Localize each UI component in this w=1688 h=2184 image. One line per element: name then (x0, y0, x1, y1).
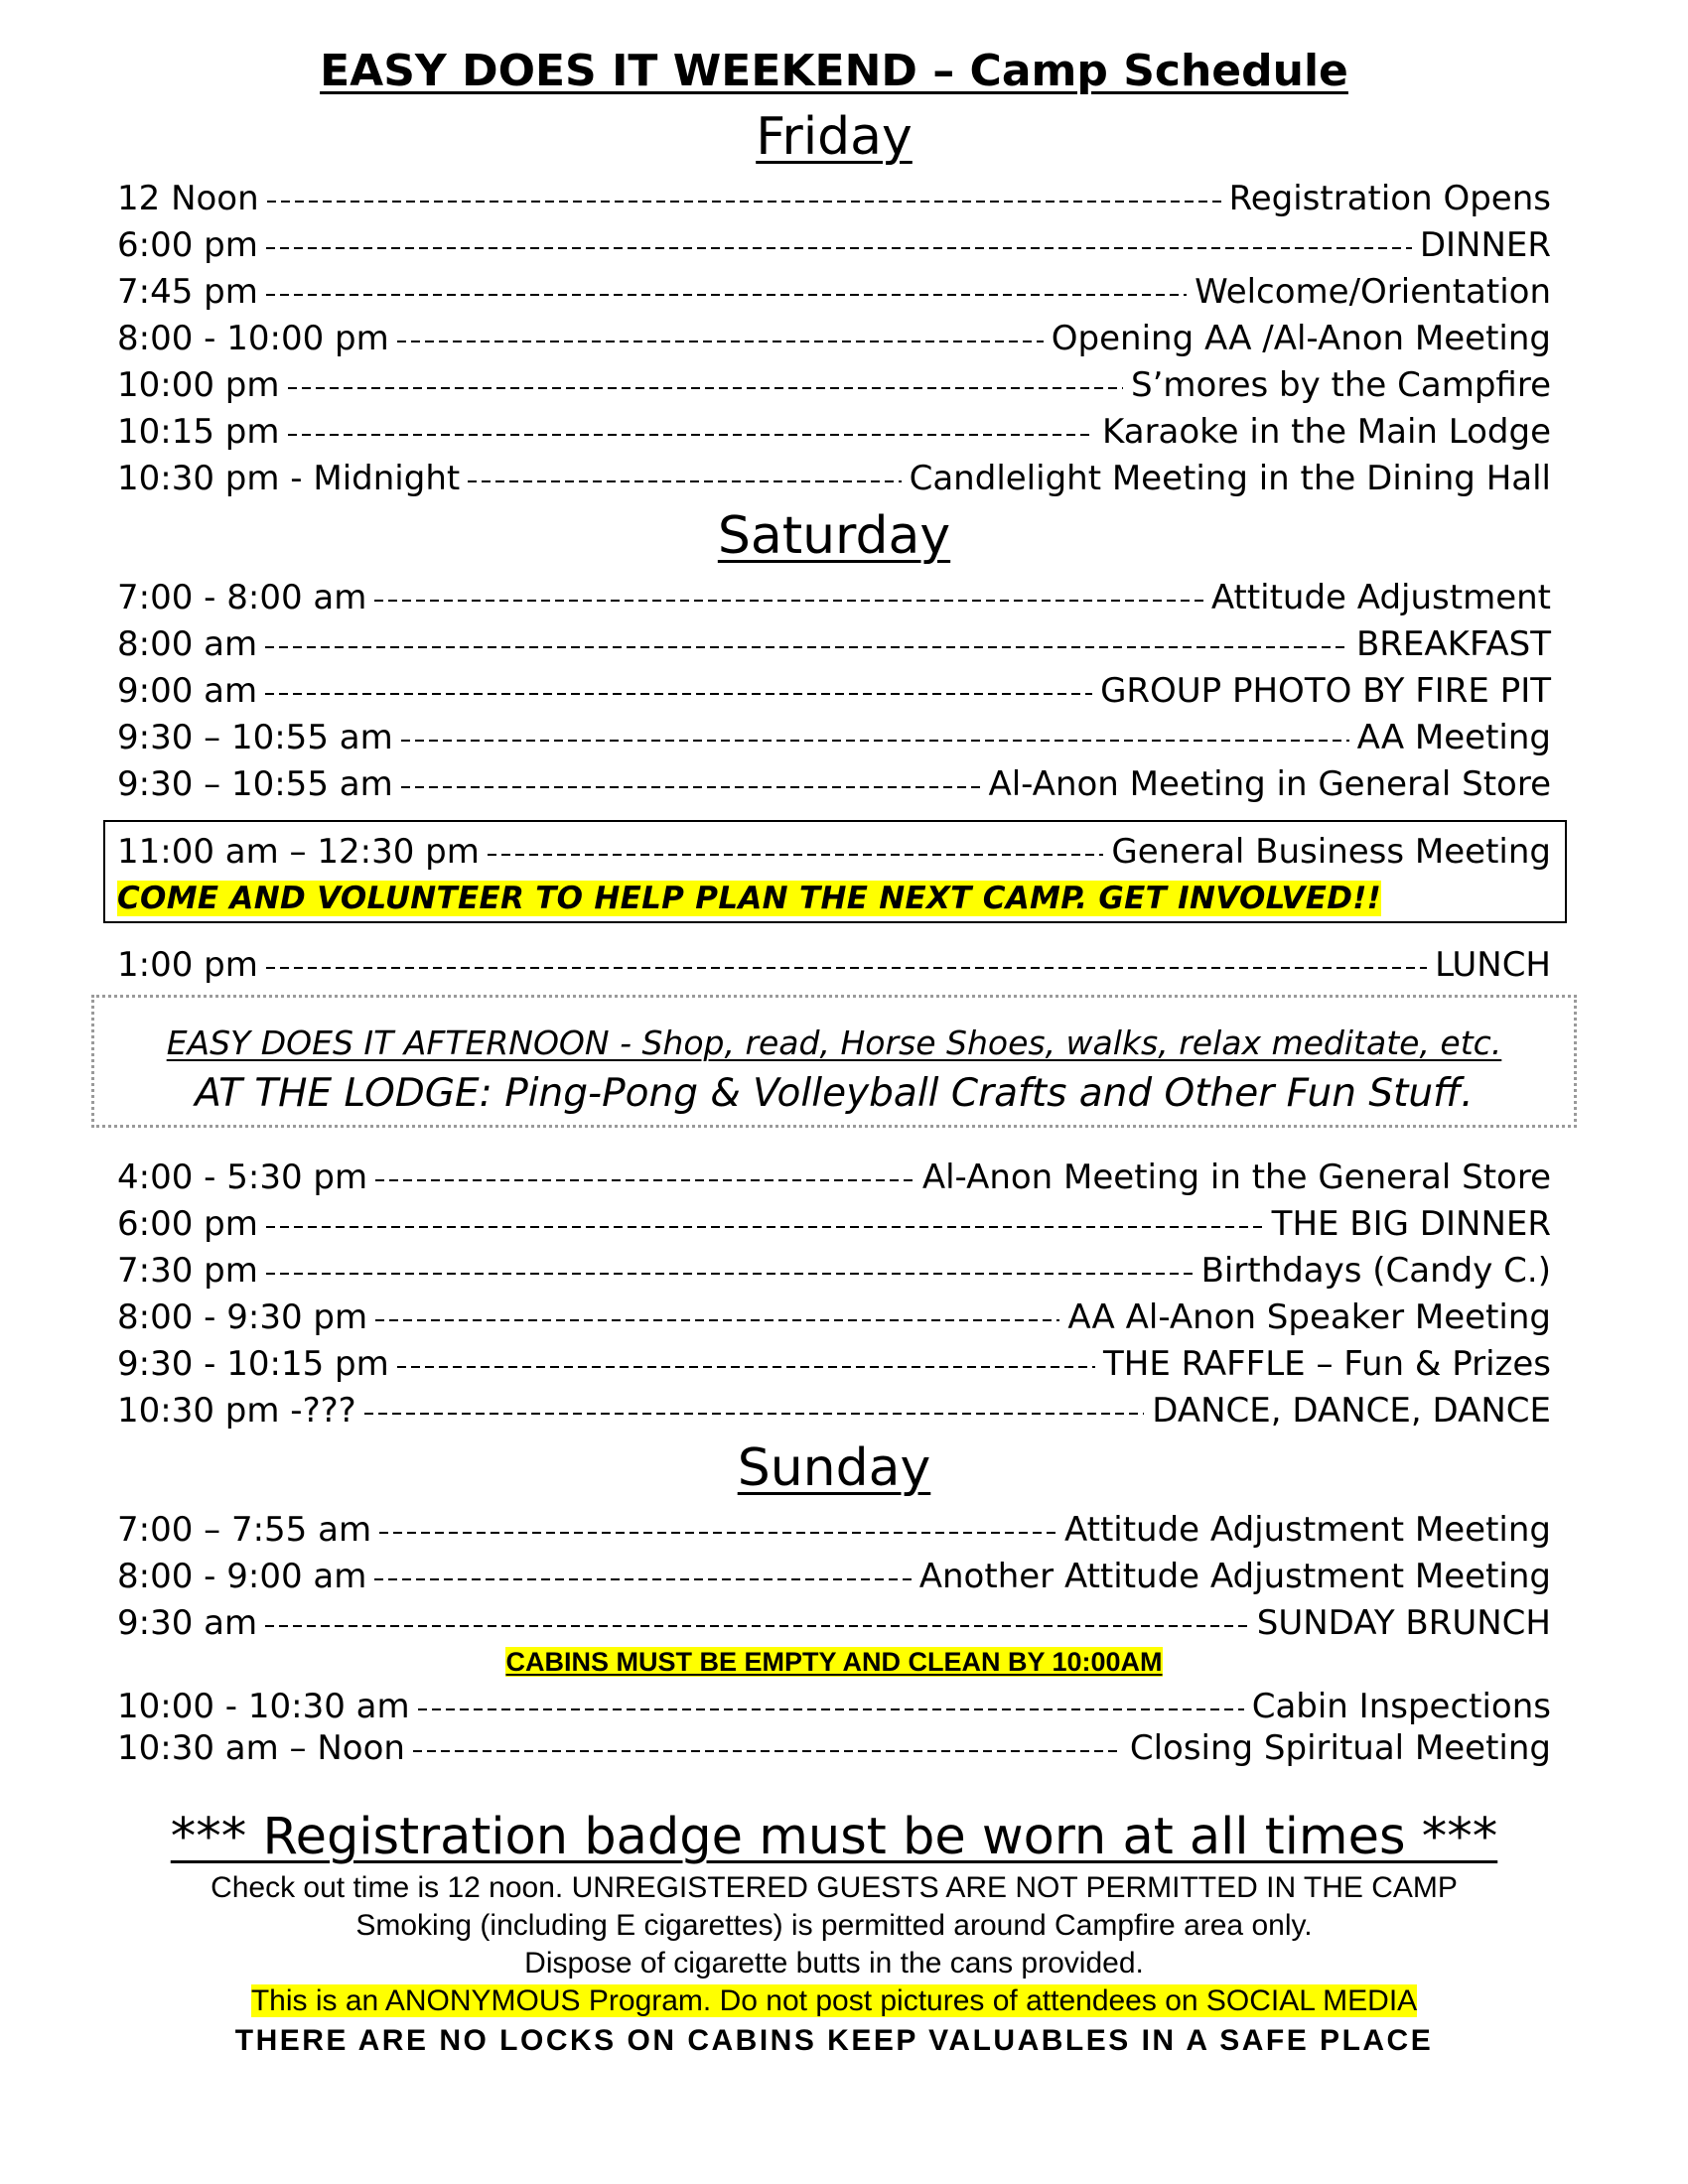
row-time: 7:45 pm (117, 272, 258, 312)
schedule-row (117, 1391, 1551, 1431)
row-event: General Business Meeting (1111, 832, 1551, 872)
checkout-note: Check out time is 12 noon. UNREGISTERED GUESTS ARE NOT PERMITTED IN THE CAMP (211, 1871, 1458, 1904)
row-time: 8:00 - 9:30 pm (117, 1297, 368, 1337)
row-event: Karaoke in the Main Lodge (1102, 412, 1551, 452)
volunteer-callout: COME AND VOLUNTEER TO HELP PLAN THE NEXT CAMP. GET INVOLVED!! (117, 881, 1382, 916)
schedule-row (117, 671, 1551, 711)
dash-leader (266, 1226, 1264, 1228)
dash-leader (488, 854, 1104, 856)
dash-leader (374, 600, 1202, 602)
row-time: 9:30 – 10:55 am (117, 718, 393, 757)
dash-leader (265, 646, 1348, 648)
row-event: DANCE, DANCE, DANCE (1152, 1391, 1551, 1431)
row-event: Cabin Inspections (1251, 1687, 1551, 1726)
row-time: 7:00 – 7:55 am (117, 1510, 372, 1550)
dash-leader (267, 201, 1221, 203)
schedule-row (117, 365, 1551, 405)
row-time: 8:00 - 10:00 pm (117, 319, 389, 358)
dash-leader (288, 387, 1124, 389)
row-time: 4:00 - 5:30 pm (117, 1158, 368, 1197)
row-time: 10:30 pm - Midnight (117, 459, 461, 498)
schedule-row (117, 1728, 1551, 1768)
dash-leader (364, 1413, 1145, 1415)
row-event: Closing Spiritual Meeting (1129, 1728, 1551, 1768)
row-time: 10:30 am – Noon (117, 1728, 405, 1768)
dash-leader (397, 341, 1044, 342)
row-time: 10:15 pm (117, 412, 280, 452)
row-time: 12 Noon (117, 179, 259, 218)
afternoon-line-1: EASY DOES IT AFTERNOON - Shop, read, Horse Shoes, walks, relax meditate, etc. (166, 1024, 1502, 1062)
row-event: Al-Anon Meeting in General Store (988, 764, 1551, 804)
row-time: 9:30 - 10:15 pm (117, 1344, 389, 1384)
dash-leader (401, 740, 1349, 742)
dash-leader (265, 693, 1092, 695)
dash-leader (375, 1179, 914, 1181)
schedule-row (117, 1297, 1551, 1337)
dash-leader (413, 1750, 1122, 1752)
row-event: SUNDAY BRUNCH (1256, 1603, 1551, 1643)
dash-leader (266, 967, 1427, 969)
row-event: S’mores by the Campfire (1131, 365, 1551, 405)
row-event: Attitude Adjustment (1210, 578, 1551, 617)
dash-leader (374, 1578, 911, 1580)
schedule-row (117, 179, 1551, 218)
row-time: 7:30 pm (117, 1251, 258, 1291)
cabins-notice: CABINS MUST BE EMPTY AND CLEAN BY 10:00AM (505, 1647, 1163, 1677)
locks-note: THERE ARE NO LOCKS ON CABINS KEEP VALUABLES IN A SAFE PLACE (234, 2024, 1434, 2057)
row-time: 9:00 am (117, 671, 258, 711)
schedule-row (117, 459, 1551, 498)
row-time: 8:00 am (117, 624, 258, 664)
row-event: Another Attitude Adjustment Meeting (918, 1557, 1551, 1596)
day-heading-sunday: Sunday (737, 1438, 931, 1498)
schedule-row (117, 1251, 1551, 1291)
schedule-row (117, 764, 1551, 804)
schedule-row (117, 319, 1551, 358)
dash-leader (288, 434, 1095, 436)
row-time: 8:00 - 9:00 am (117, 1557, 367, 1596)
schedule-row (117, 412, 1551, 452)
row-event: Opening AA /Al-Anon Meeting (1051, 319, 1551, 358)
row-event: Candlelight Meeting in the Dining Hall (909, 459, 1551, 498)
row-event: Al-Anon Meeting in the General Store (921, 1158, 1551, 1197)
dash-leader (266, 294, 1187, 296)
dash-leader (468, 480, 901, 482)
badge-notice: *** Registration badge must be worn at all times *** (170, 1808, 1498, 1866)
schedule-row (117, 1158, 1551, 1197)
dash-leader (266, 1273, 1194, 1275)
row-event: AA Al-Anon Speaker Meeting (1067, 1297, 1551, 1337)
schedule-row (117, 578, 1551, 617)
schedule-row (117, 1510, 1551, 1550)
row-event: DINNER (1419, 225, 1551, 265)
schedule-row (117, 832, 1551, 872)
schedule-row (117, 1557, 1551, 1596)
anonymous-note: This is an ANONYMOUS Program. Do not post pictures of attendees on SOCIAL MEDIA (250, 1984, 1418, 2017)
dash-leader (375, 1319, 1059, 1321)
row-event: THE RAFFLE – Fun & Prizes (1102, 1344, 1551, 1384)
row-time: 1:00 pm (117, 945, 258, 985)
row-event: Attitude Adjustment Meeting (1063, 1510, 1551, 1550)
dash-leader (397, 1366, 1095, 1368)
row-time: 6:00 pm (117, 225, 258, 265)
schedule-row (117, 225, 1551, 265)
schedule-row (117, 1603, 1551, 1643)
butts-note: Dispose of cigarette butts in the cans provided. (524, 1947, 1144, 1979)
schedule-row (117, 1687, 1551, 1726)
row-time: 10:30 pm -??? (117, 1391, 356, 1431)
day-heading-friday: Friday (756, 107, 913, 167)
row-time: 9:30 – 10:55 am (117, 764, 393, 804)
row-time: 10:00 - 10:30 am (117, 1687, 410, 1726)
schedule-row (117, 1344, 1551, 1384)
row-time: 10:00 pm (117, 365, 280, 405)
dash-leader (266, 247, 1412, 249)
row-time: 7:00 - 8:00 am (117, 578, 367, 617)
row-time: 6:00 pm (117, 1204, 258, 1244)
dash-leader (265, 1625, 1249, 1627)
schedule-row (117, 624, 1551, 664)
row-event: AA Meeting (1356, 718, 1551, 757)
row-time: 9:30 am (117, 1603, 258, 1643)
row-event: Welcome/Orientation (1195, 272, 1551, 312)
dash-leader (418, 1708, 1244, 1710)
row-event: LUNCH (1435, 945, 1551, 985)
dash-leader (379, 1532, 1056, 1534)
schedule-row (117, 272, 1551, 312)
afternoon-line-2: AT THE LODGE: Ping-Pong & Volleyball Crafts and Other Fun Stuff. (195, 1071, 1474, 1116)
row-event: Registration Opens (1228, 179, 1551, 218)
smoking-note: Smoking (including E cigarettes) is permitted around Campfire area only. (355, 1909, 1313, 1942)
dash-leader (401, 786, 981, 788)
row-event: GROUP PHOTO BY FIRE PIT (1100, 671, 1551, 711)
row-event: BREAKFAST (1355, 624, 1551, 664)
day-heading-saturday: Saturday (717, 506, 951, 566)
schedule-row (117, 1204, 1551, 1244)
row-event: Birthdays (Candy C.) (1200, 1251, 1551, 1291)
row-time: 11:00 am – 12:30 pm (117, 832, 480, 872)
schedule-row (117, 718, 1551, 757)
schedule-row (117, 945, 1551, 985)
row-event: THE BIG DINNER (1271, 1204, 1551, 1244)
page-title: EASY DOES IT WEEKEND – Camp Schedule (320, 46, 1348, 96)
